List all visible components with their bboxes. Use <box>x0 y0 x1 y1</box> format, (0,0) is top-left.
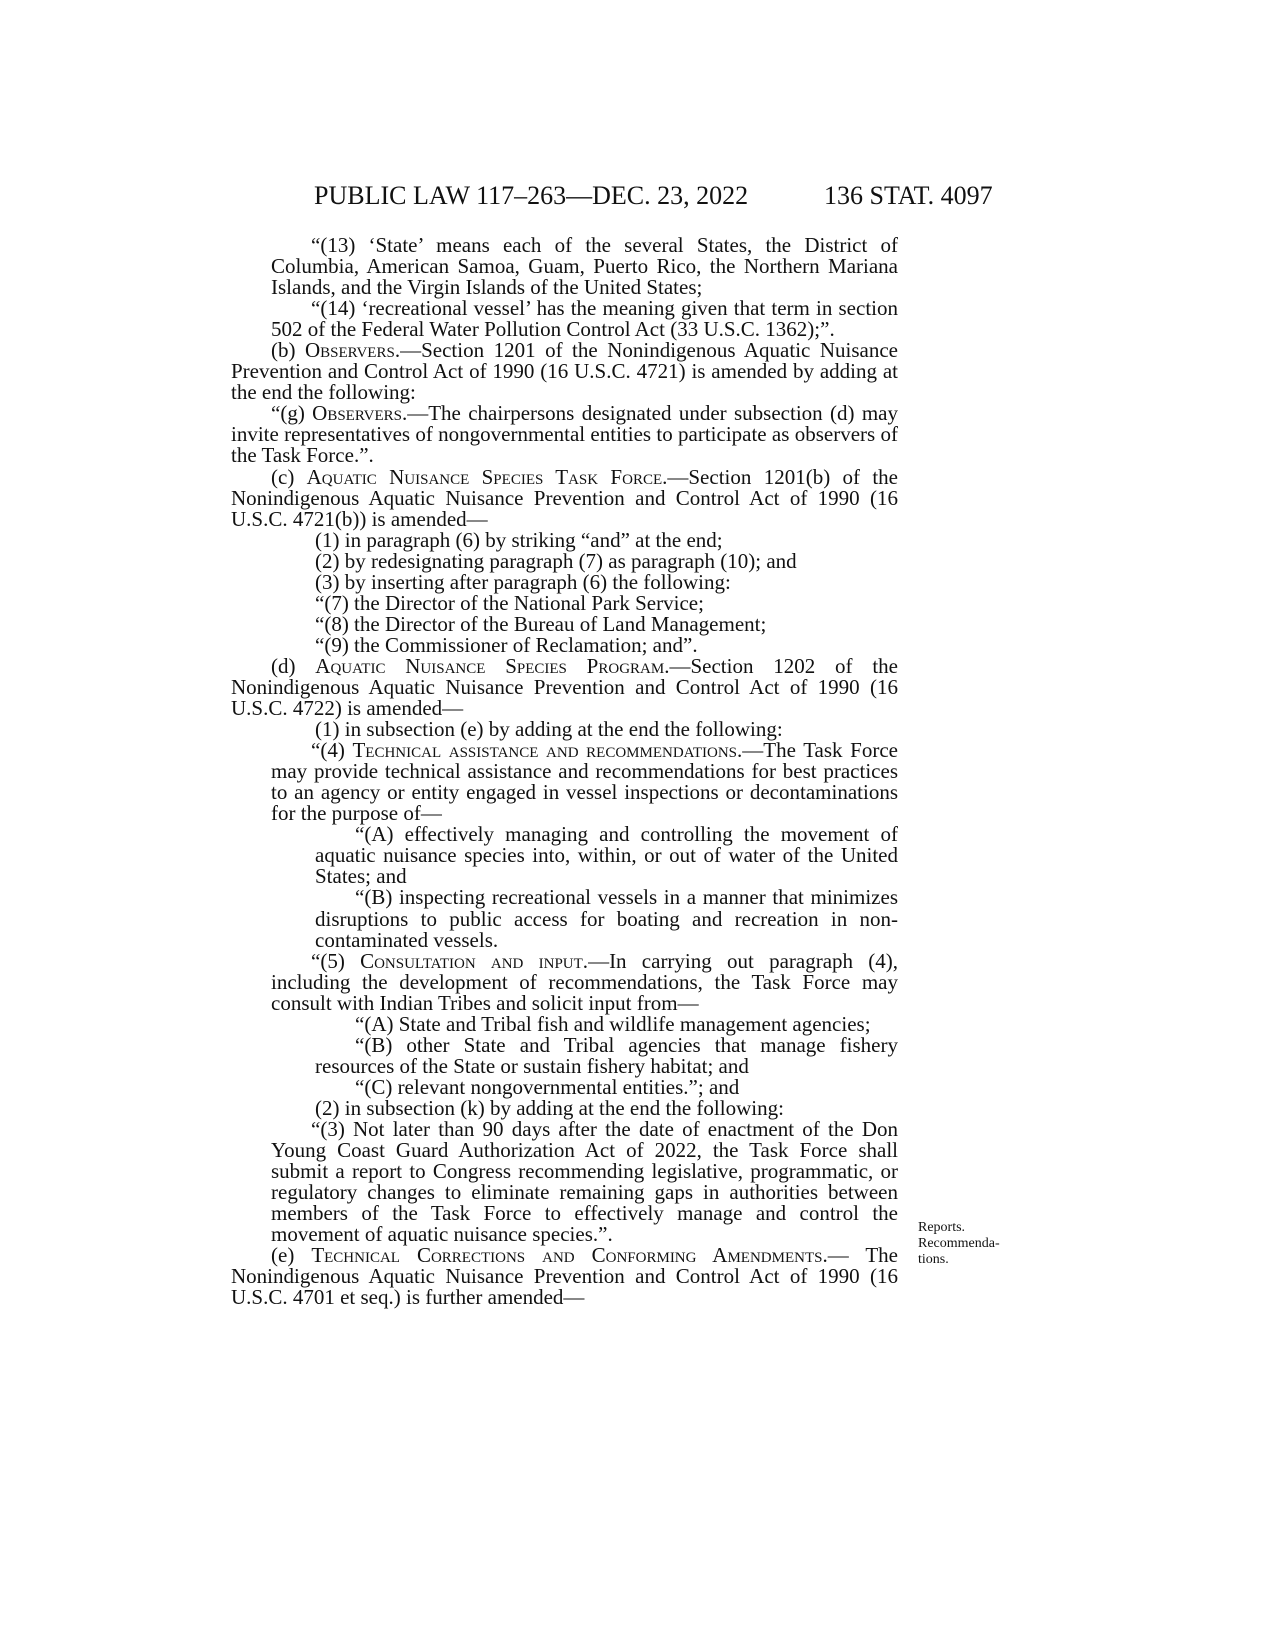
inserted-paragraph-9: “(9) the Commissioner of Reclamation; and”. <box>315 632 698 657</box>
c-paragraph-2: (2) by redesignating paragraph (7) as paragraph (10); and <box>315 548 797 573</box>
c-paragraph-1: (1) in paragraph (6) by striking “and” at the end; <box>315 527 723 552</box>
paragraph-4-B: “(B) inspecting recreational vessels in a manner that minimizes disruptions to public access for boating and recreation in non-contaminated vessels. <box>315 885 898 952</box>
paragraph-5-A: “(A) State and Tribal fish and wildlife management agencies; <box>355 1011 871 1036</box>
subsection-b: (b) Observers.—Section 1201 of the Nonindigenous Aquatic Nuisance Prevention and Control Act of 1990 (16 U.S.C. 4721) is amended by adding at the end the following: <box>231 338 898 405</box>
paragraph-5: “(5) Consultation and input.—In carrying out paragraph (4), including the development of recommendations, the Task Force may consult with Indian Tribes and solicit input from— <box>271 948 899 1015</box>
running-head-title: PUBLIC LAW 117–263—DEC. 23, 2022 <box>314 181 749 210</box>
d-paragraph-1: (1) in subsection (e) by adding at the end the following: <box>315 717 783 742</box>
subsection-g: “(g) Observers.—The chairpersons designated under subsection (d) may invite representatives of nongovernmental entities to participate as observers of the Task Force.”. <box>231 401 898 468</box>
paragraph-4: “(4) Technical assistance and recommendations.—The Task Force may provide technical assistance and recommendations for best practices to an agency or entity engaged in vessel inspections or decontaminations for the purpose of— <box>271 738 898 826</box>
subsection-e: (e) Technical Corrections and Conforming Amendments.— The Nonindigenous Aquatic Nuisance Prevention and Control Act of 1990 (16 U.S.C. 4701 et seq.) is further amended— <box>231 1243 899 1310</box>
subsection-c: (c) Aquatic Nuisance Species Task Force.—Section 1201(b) of the Nonindigenous Aquatic Nuisance Prevention and Control Act of 1990 (16 U.S.C. 4721(b)) is amended— <box>231 464 898 531</box>
paragraph-4-caption: Technical assistance and recommendations. <box>352 738 743 763</box>
definition-13: “(13) ‘State’ means each of the several States, the District of Columbia, American Samoa, Guam, Puerto Rico, the Northern Mariana Islands, and the Virgin Islands of the United States; <box>271 233 898 300</box>
definition-14: “(14) ‘recreational vessel’ has the meaning given that term in section 502 of the Federal Water Pollution Control Act (33 U.S.C. 1362);”. <box>271 296 898 342</box>
subsection-c-caption: Aquatic Nuisance Species Task Force. <box>306 464 668 489</box>
paragraph-3-report: “(3) Not later than 90 days after the date of enactment of the Don Young Coast Guard Authorization Act of 2022, the Task Force shall submit a report to Congress recommending legislative, programmatic, or regulatory changes to eliminate remaining gaps in authorities between members of the Task Force to effectively manage and control the movement of aquatic nuisance species.”. <box>271 1116 898 1247</box>
subsection-d-caption: Aquatic Nuisance Species Program. <box>315 653 670 678</box>
paragraph-5-B: “(B) other State and Tribal agencies that manage fishery resources of the State or sustain fishery habitat; and <box>315 1032 898 1078</box>
subsection-g-caption: Observers. <box>312 401 408 426</box>
page-header <box>0 181 1275 217</box>
inserted-paragraph-8: “(8) the Director of the Bureau of Land Management; <box>315 611 767 636</box>
subsection-d: (d) Aquatic Nuisance Species Program.—Section 1202 of the Nonindigenous Aquatic Nuisance Prevention and Control Act of 1990 (16 U.S.C. 4722) is amended— <box>231 653 898 721</box>
paragraph-5-C: “(C) relevant nongovernmental entities.”; and <box>355 1074 740 1099</box>
paragraph-4-A: “(A) effectively managing and controlling the movement of aquatic nuisance species into, within, or out of water of the United States; and <box>315 822 898 889</box>
paragraph-5-caption: Consultation and input. <box>360 948 589 973</box>
d-paragraph-2: (2) in subsection (k) by adding at the end the following: <box>315 1095 784 1120</box>
inserted-paragraph-7: “(7) the Director of the National Park Service; <box>315 590 704 615</box>
c-paragraph-3: (3) by inserting after paragraph (6) the following: <box>315 569 731 594</box>
statute-page-number: 136 STAT. 4097 <box>824 181 993 210</box>
subsection-e-caption: Technical Corrections and Conforming Amendments. <box>311 1243 828 1268</box>
margin-note-reports: Reports. Recommenda- tions. <box>918 1220 1000 1267</box>
document-body <box>231 235 898 1308</box>
subsection-b-caption: Observers. <box>305 338 401 363</box>
